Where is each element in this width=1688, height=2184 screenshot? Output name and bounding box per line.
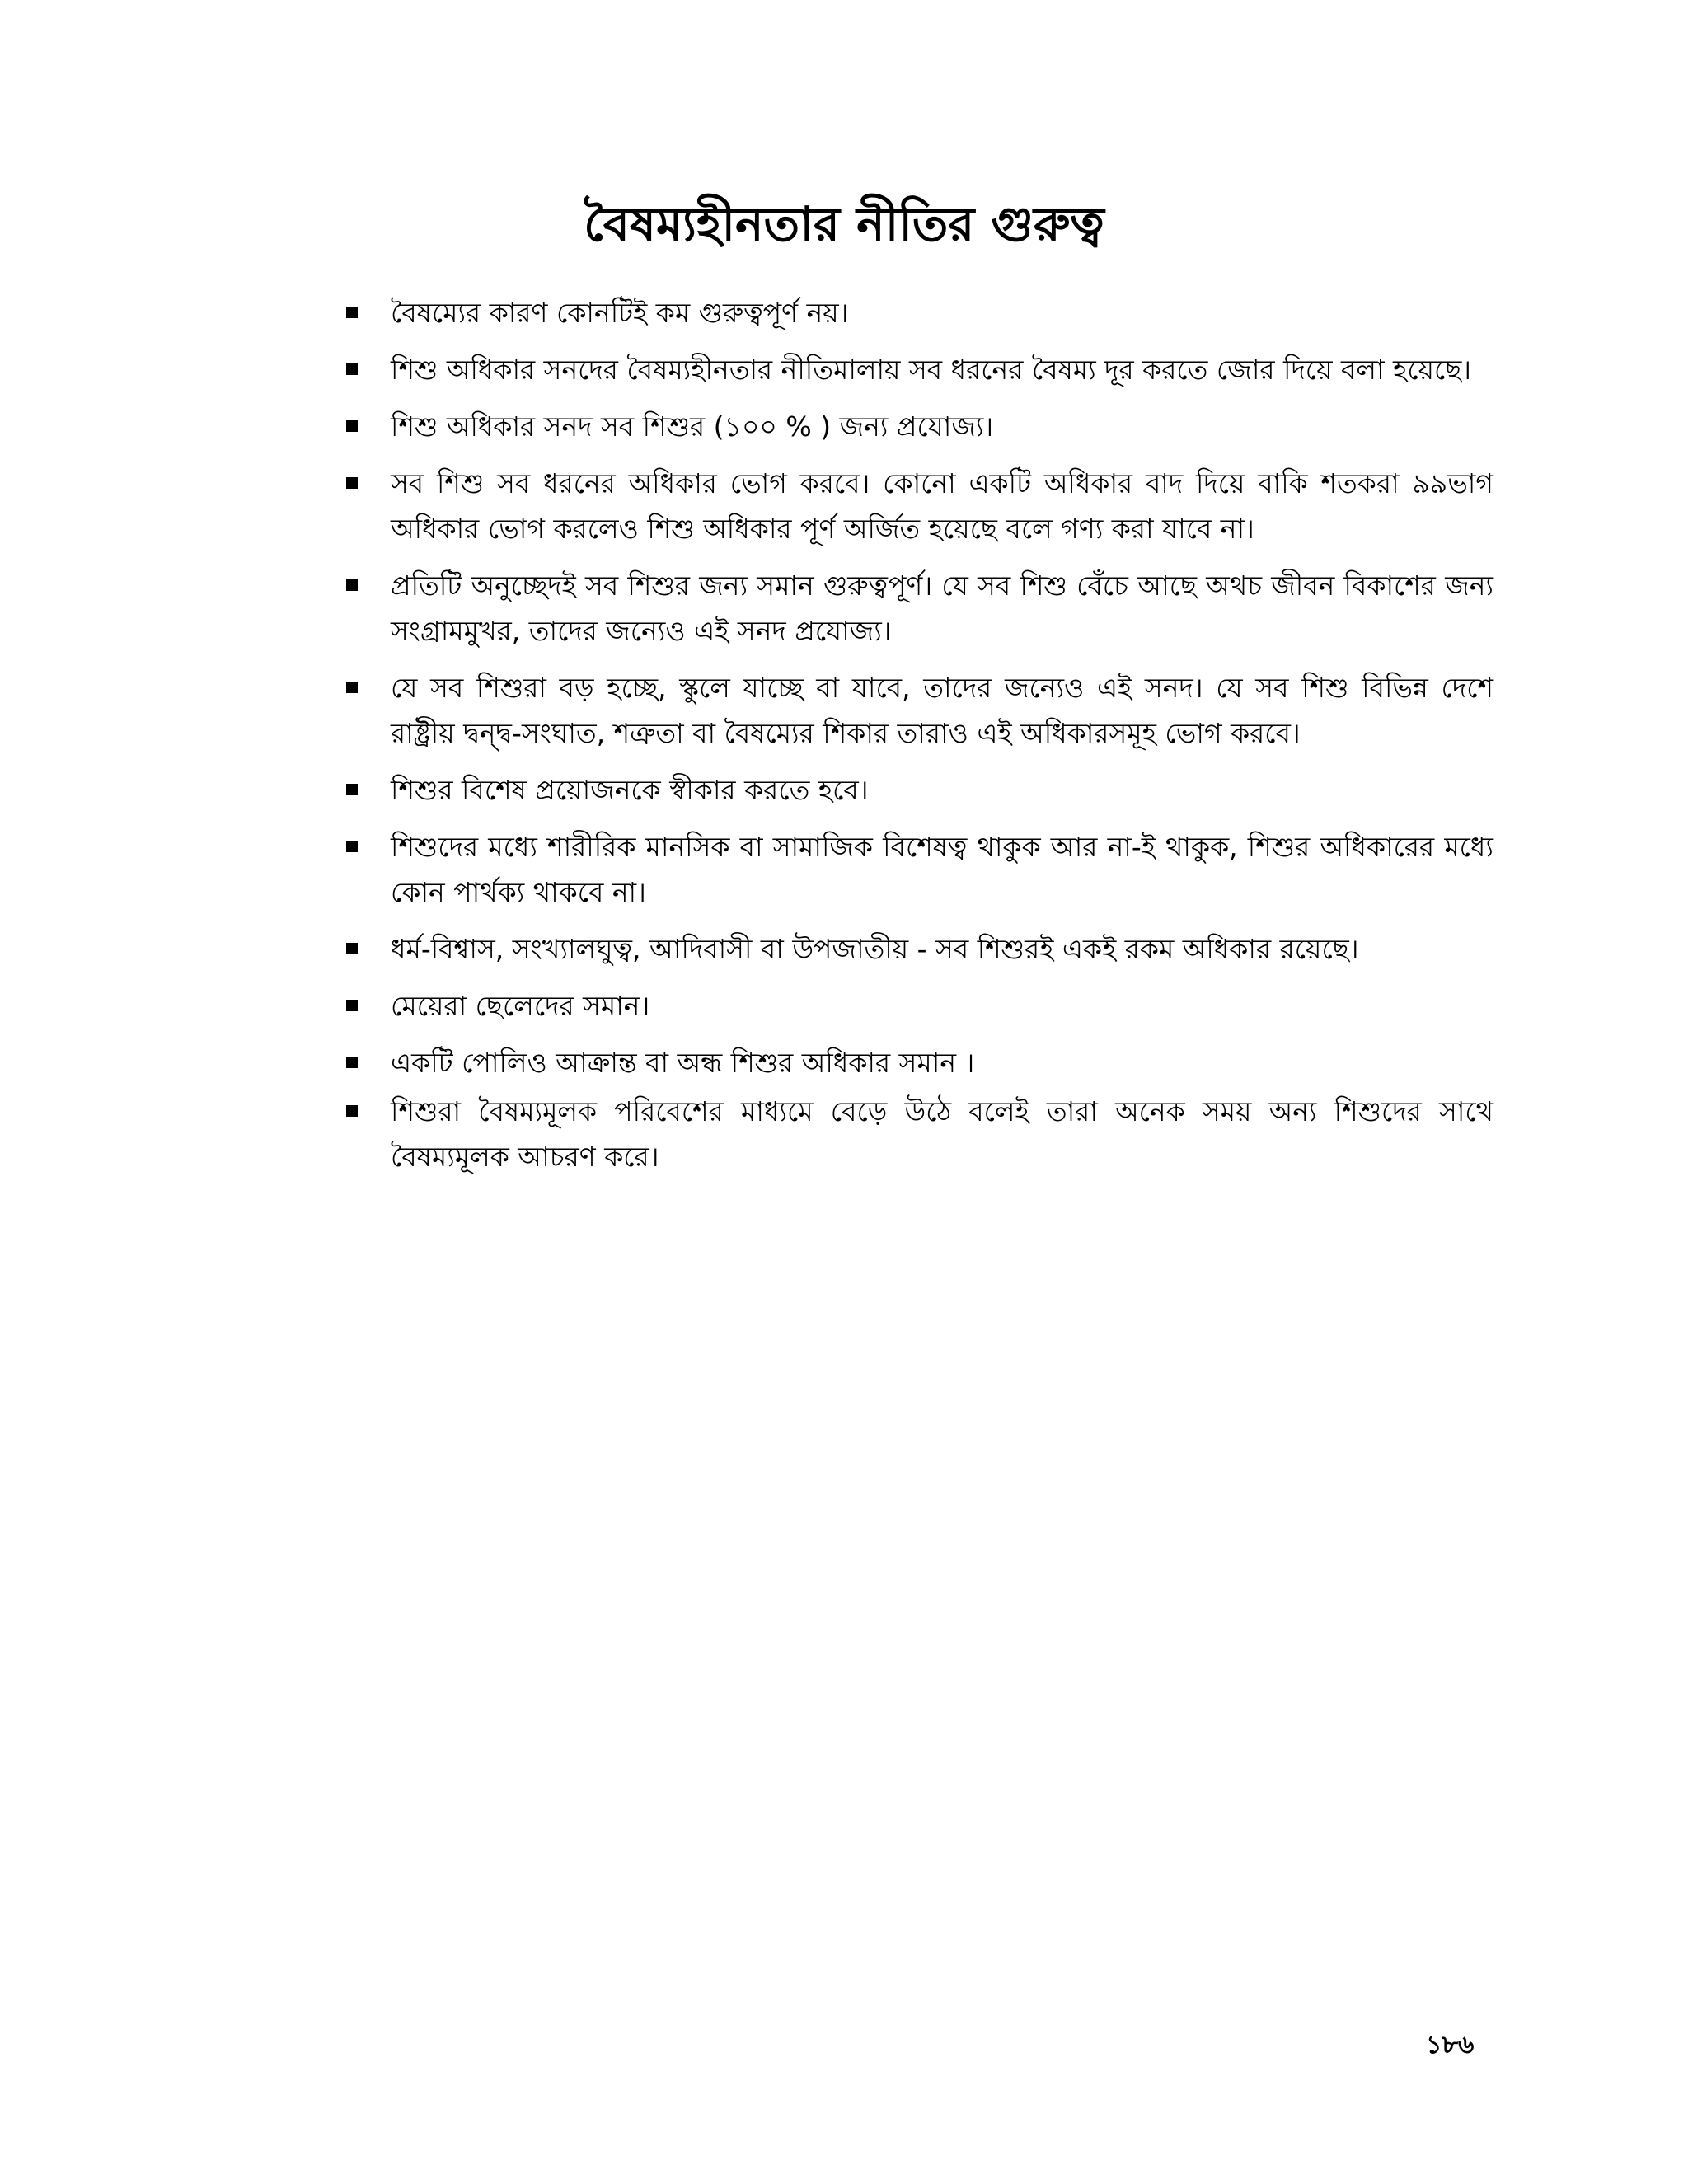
page-number: ১৮৬ (1426, 2031, 1475, 2060)
list-item (340, 767, 1493, 813)
square-bullet-icon (346, 363, 358, 375)
list-item-text: প্রতিটি অনুচ্ছেদই সব শিশুর জন্য সমান গুরুত্বপূর্ণ। যে সব শিশু বেঁচে আছে অথচ জীবন বিকাশের জন্য সংগ্রামমুখর, তাদের জন্যেও এই সনদ প্রযোজ্য। (391, 569, 1493, 647)
list-item-text: শিশু অধিকার সনদের বৈষম্যহীনতার নীতিমালায় সব ধরনের বৈষম্য দূর করতে জোর দিয়ে বলা হয়েছে। (391, 354, 1472, 386)
square-bullet-icon (346, 579, 358, 591)
list-item (340, 461, 1493, 551)
page-title: বৈষম্যহীনতার নীতির গুরুত্ব (584, 196, 1104, 252)
list-item-text: বৈষম্যের কারণ কোনটিই কম গুরুত্বপূর্ণ নয়। (391, 297, 849, 329)
square-bullet-icon (346, 1000, 358, 1011)
list-item (340, 404, 1493, 449)
square-bullet-icon (346, 307, 358, 318)
square-bullet-icon (346, 784, 358, 795)
list-item (340, 824, 1493, 915)
list-item-text: যে সব শিশুরা বড় হচ্ছে, স্কুলে যাচ্ছে বা যাবে, তাদের জন্যেও এই সনদ। যে সব শিশু বিভিন্ন দেশে রাষ্ট্রীয় দ্বন্দ্ব-সংঘাত, শত্রুতা বা বৈষম্যের শিকার তারাও এই অধিকারসমূহ ভোগ করবে। (391, 672, 1493, 749)
square-bullet-icon (346, 1105, 358, 1117)
list-item (340, 926, 1493, 972)
list-item-text: শিশুদের মধ্যে শারীরিক মানসিক বা সামাজিক বিশেষত্ব থাকুক আর না-ই থাকুক, শিশুর অধিকারের মধ্যে কোন পার্থক্য থাকবে না। (391, 831, 1493, 908)
square-bullet-icon (346, 841, 358, 852)
list-item-text: সব শিশু সব ধরনের অধিকার ভোগ করবে। কোনো একটি অধিকার বাদ দিয়ে বাকি শতকরা ৯৯ভাগ অধিকার ভোগ করলেও শিশু অধিকার পূর্ণ অর্জিত হয়েছে বলে গণ্য করা যাবে না। (391, 467, 1493, 545)
square-bullet-icon (346, 477, 358, 489)
list-item-text: শিশুরা বৈষম্যমূলক পরিবেশের মাধ্যমে বেড়ে উঠে বলেই তারা অনেক সময় অন্য শিশুদের সাথে বৈষম্যমূলক আচরণ করে। (391, 1095, 1493, 1173)
square-bullet-icon (346, 943, 358, 954)
list-item (340, 665, 1493, 756)
bullet-list (340, 290, 1493, 1179)
list-item-text: শিশু অধিকার সনদ সব শিশুর (১০০ % ) জন্য প্রযোজ্য। (391, 410, 994, 443)
list-item-text: ধর্ম-বিশ্বাস, সংখ্যালঘুত্ব, আদিবাসী বা উপজাতীয় - সব শিশুরই একই রকম অধিকার রয়েছে। (391, 933, 1359, 965)
list-item (340, 290, 1493, 335)
list-item (340, 983, 1493, 1029)
list-item (340, 563, 1493, 654)
list-item (340, 1040, 1493, 1085)
square-bullet-icon (346, 420, 358, 432)
list-item-text: একটি পোলিও আক্রান্ত বা অন্ধ শিশুর অধিকার সমান । (391, 1047, 975, 1079)
square-bullet-icon (346, 1057, 358, 1068)
square-bullet-icon (346, 682, 358, 693)
list-item (340, 1089, 1493, 1179)
list-item (340, 347, 1493, 392)
list-item-text: শিশুর বিশেষ প্রয়োজনকে স্বীকার করতে হবে। (391, 774, 869, 806)
list-item-text: মেয়েরা ছেলেদের সমান। (391, 990, 650, 1022)
